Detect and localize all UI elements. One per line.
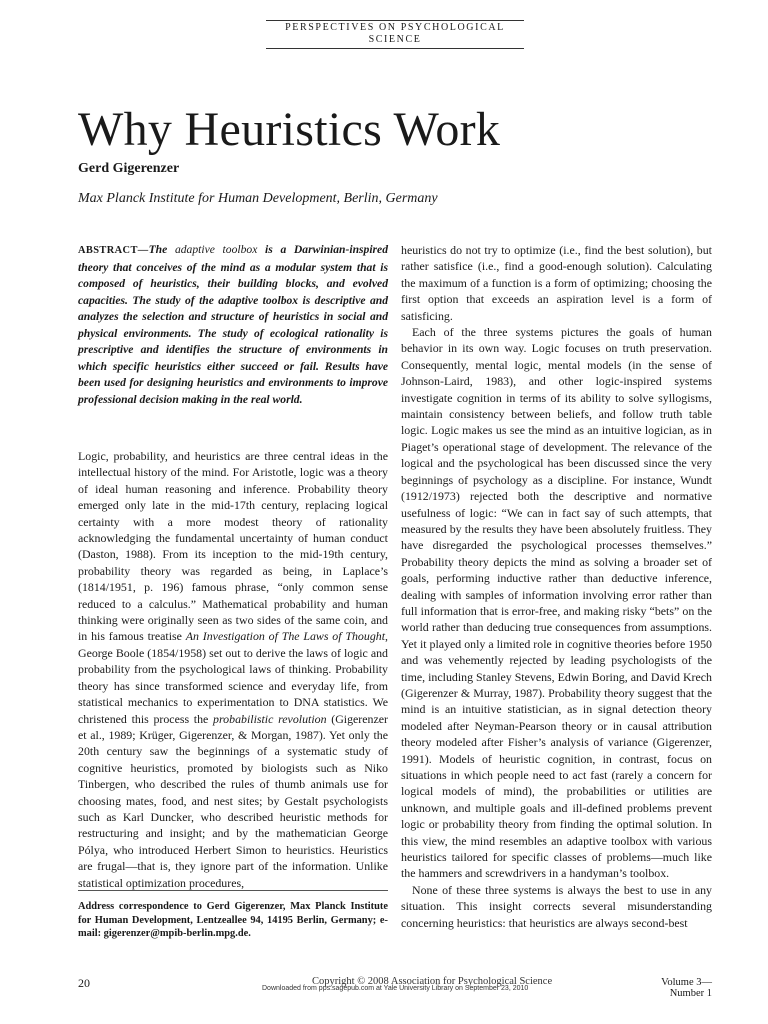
- abstract-label: ABSTRACT—: [78, 245, 149, 256]
- book-title: An Investigation of The Laws of Thought: [185, 629, 386, 644]
- body-text: , George Boole (1854/1958) set out to derive the laws of logic and probability from the psychological laws of thinking. Probability theory has since transformed science and everyday life, from statistical mechanics to experimentation to DNA statistics. We christened this process the: [78, 629, 388, 726]
- download-watermark: Downloaded from pps.sagepub.com at Yale University Library on September 23, 2010: [262, 985, 529, 992]
- paragraph-continued: heuristics do not try to optimize (i.e., find the best solution), but rather satisfice (i.e., find a good-enough solution). Calculating the maximum of a function is a form of optimizing; choosing the first option that exceeds an aspiration level is a form of satisficing.: [401, 243, 712, 323]
- journal-header: PERSPECTIVES ON PSYCHOLOGICAL SCIENCE: [266, 20, 524, 49]
- abstract-text-1: The: [148, 243, 168, 256]
- page-number: 20: [78, 976, 90, 990]
- footnote-divider: [78, 890, 388, 891]
- author-name: Gerd Gigerenzer: [78, 161, 180, 176]
- abstract-text-2: is a Darwinian-inspired theory that conceives of the mind as a modular system that is composed of heuristics, their building blocks, and evolved capacities. The study of the adaptive toolbox is descriptive and analyzes the selection and structure of heuristics in social and physical environments. The study of ecological rationality is prescriptive and identifies the structure of environments in which specific heuristics either succeed or fail. Results have been used for designing heuristics and environments to improve professional decision making in the real world.: [78, 243, 388, 406]
- body-column-right: [401, 242, 712, 931]
- abstract-term-adaptive-toolbox: adaptive toolbox: [167, 243, 266, 256]
- body-text: Logic, probability, and heuristics are three central ideas in the intellectual history of the mind. For Aristotle, logic was a theory of ideal human reasoning and inference. Probability theory emerged only late in the mid-17th century, replacing logical certainty with a more modest theory of rationality acknowledging the fundamental uncertainty of human conduct (Daston, 1988). From its inception to the mid-19th century, probability theory was regarded as being, in Laplace’s (1814/1951, p. 196) famous phrase, “only common sense reduced to a calculus.” Mathematical probability and human thinking were originally seen as two sides of the same coin, and in his famous treatise: [78, 449, 388, 644]
- paragraph-none-best: None of these three systems is always the best to use in any situation. This insight corrects several misunderstanding concerning heuristics: that heuristics are always second-best: [401, 882, 712, 930]
- emphasized-term: probabilistic revolution: [213, 711, 327, 726]
- abstract: [78, 242, 388, 408]
- paragraph-three-systems: Each of the three systems pictures the goals of human behavior in its own way. Logic focuses on truth preservation. Consequently, mental logic, mental models (in the sense of Johnson-Laird, 1983), and other logic-inspired systems investigate cognition in terms of its ability to solve syllogisms, maintain consistency between beliefs, and follow truth table logic. Logic makes us see the mind as an intuitive logician, as in Piaget’s operational stage of development. The relevance of the logical and the psychological has been discussed since the very beginnings of psychology as a discipline. For instance, Wundt (1912/1973) rejected both the descriptive and normative usefulness of logic: “We can in fact say of such attempts, that measured by the results they have been absolutely fruitless. They have disregarded the psychological processes themselves.” Probability theory depicts the mind as solving a broader set of goals, performing inductive rather than deductive inference, dealing with samples of information involving error rather than full information that is error-free, and making risky “bets” on the world rather than deducing true consequences from assumptions. Yet it played only a limited role in cognitive theories before 1950 and was vehemently rejected by leading psychologists of the time, including Stanley Stevens, Edwin Boring, and David Krech (Gigerenzer & Murray, 1987). Probability theory suggest that the mind is an intuitive statistician, as in signal detection theory modeled after Neyman-Pearson theory or in causal attribution theory modeled after Fisher’s analysis of variance (Gigerenzer, 1991). Models of heuristic cognition, in contrast, focus on situations in which people need to act fast (rarely a concern for logical models of mind), the probabilities or utilities are unknown, and multiple goals and ill-defined problems prevent logic or probability theory from finding the optimal solution. In this view, the mind resembles an adaptive toolbox with various heuristics tailored for specific classes of problems—much like the hammers and screwdrivers in a handyman’s toolbox.: [401, 325, 712, 881]
- article-title: Why Heuristics Work: [78, 103, 501, 156]
- author-affiliation: Max Planck Institute for Human Development, Berlin, Germany: [78, 191, 438, 206]
- correspondence-address: Address correspondence to Gerd Gigerenzer, Max Planck Institute for Human Development, Lentzeallee 94, 14195 Berlin, Germany; e-mail: gigerenzer@mpib-berlin.mpg.de.: [78, 901, 388, 939]
- intro-paragraph: [78, 448, 388, 891]
- volume-issue: Volume 3—Number 1: [661, 977, 712, 999]
- body-column-left: [78, 448, 388, 891]
- body-text: (Gigerenzer et al., 1989; Krüger, Gigerenzer, & Morgan, 1987). Yet only the 20th century saw the beginnings of a systematic study of cognitive heuristics, promoted by biologists such as Niko Tinbergen, who described the rules of thumb animals use for choosing mates, food, and nest sites; by Gestalt psychologists such as Karl Duncker, who described heuristic methods for restructuring and insight; and by the mathematician George Pólya, who introduced Herbert Simon to heuristics. Heuristics are frugal—that is, they ignore part of the information. Unlike statistical optimization procedures,: [78, 711, 389, 890]
- copyright-notice: Copyright © 2008 Association for Psychological Science: [312, 976, 553, 987]
